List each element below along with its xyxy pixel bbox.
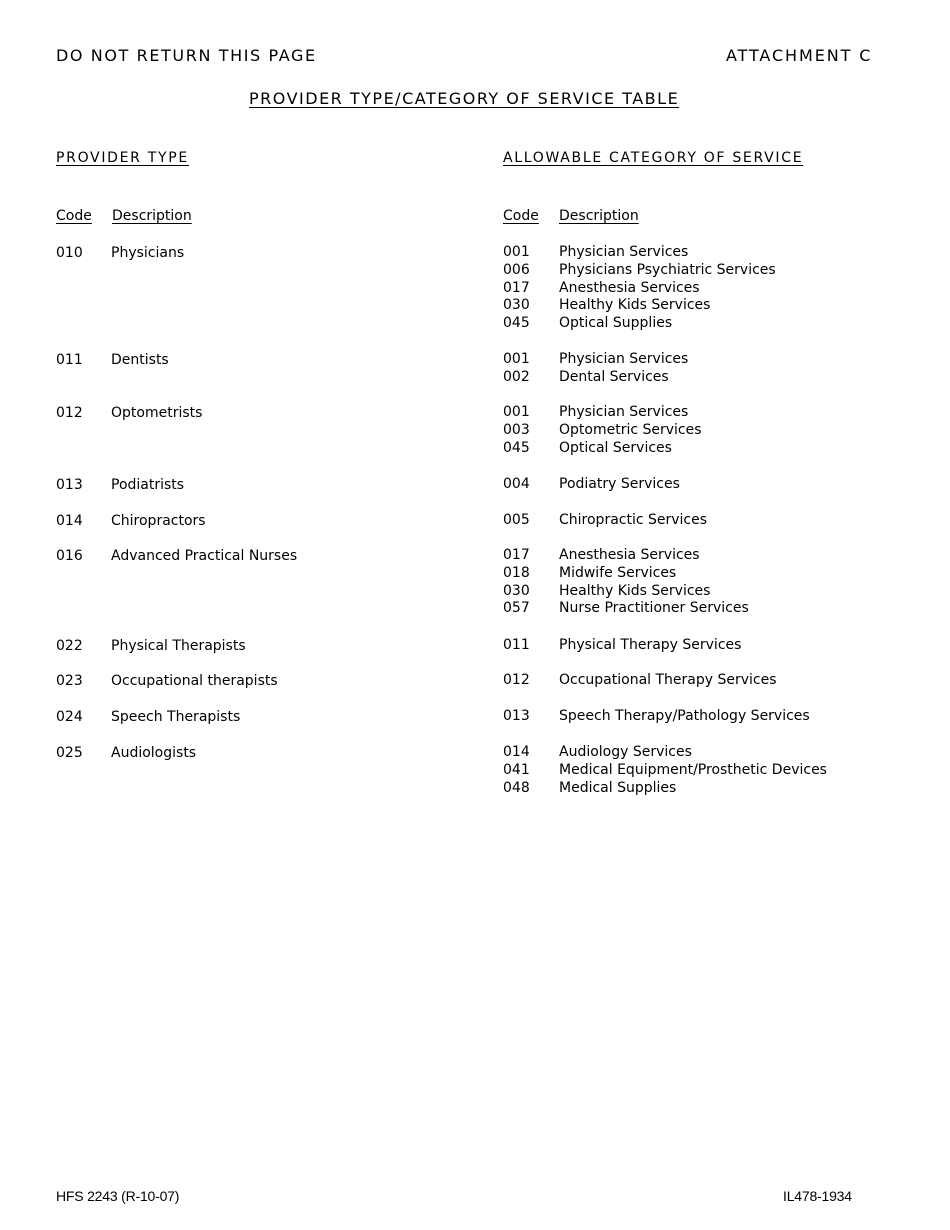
provider-code: 024	[56, 709, 83, 725]
provider-code: 013	[56, 477, 83, 493]
service-code: 045	[503, 439, 530, 456]
service-code: 041	[503, 761, 530, 778]
service-description: Anesthesia Services	[559, 547, 700, 563]
service-code: 030	[503, 582, 530, 599]
service-description: Physician Services	[559, 351, 689, 367]
do-not-return-notice: DO NOT RETURN THIS PAGE	[56, 46, 317, 65]
service-description-column-header: Description	[559, 208, 639, 224]
provider-code: 011	[56, 352, 83, 368]
provider-description: Physical Therapists	[111, 638, 246, 654]
service-description: Optometric Services	[559, 421, 702, 438]
provider-code: 022	[56, 638, 83, 654]
provider-description: Occupational therapists	[111, 673, 278, 689]
provider-description: Physicians	[111, 245, 185, 261]
service-description: Midwife Services	[559, 564, 677, 581]
service-code: 057	[503, 600, 530, 617]
service-description: Chiropractic Services	[559, 512, 708, 528]
service-description: Audiology Services	[559, 744, 692, 760]
service-code: 045	[503, 315, 530, 332]
provider-description-column-header: Description	[112, 208, 192, 224]
provider-description: Speech Therapists	[111, 709, 241, 725]
page-title: PROVIDER TYPE/CATEGORY OF SERVICE TABLE	[249, 89, 680, 108]
service-code: 030	[503, 297, 530, 314]
service-description: Nurse Practitioner Services	[559, 600, 749, 617]
service-description: Healthy Kids Services	[559, 582, 711, 599]
service-code: 013	[503, 708, 530, 724]
service-description: Occupational Therapy Services	[559, 672, 777, 688]
service-code: 006	[503, 261, 530, 278]
service-description: Speech Therapy/Pathology Services	[559, 708, 810, 724]
service-code: 017	[503, 547, 530, 563]
service-code: 014	[503, 744, 530, 760]
service-code: 017	[503, 279, 530, 296]
provider-description: Optometrists	[111, 405, 203, 421]
provider-code-column-header: Code	[56, 208, 92, 224]
service-code: 002	[503, 368, 530, 385]
service-code: 005	[503, 512, 530, 528]
service-code: 004	[503, 476, 530, 492]
service-description: Optical Services	[559, 439, 672, 456]
service-description: Dental Services	[559, 368, 669, 385]
service-description: Optical Supplies	[559, 315, 673, 332]
service-code: 003	[503, 421, 530, 438]
provider-description: Podiatrists	[111, 477, 185, 493]
category-of-service-heading: ALLOWABLE CATEGORY OF SERVICE	[503, 150, 804, 166]
attachment-label: ATTACHMENT C	[726, 46, 873, 65]
provider-description: Chiropractors	[111, 513, 206, 529]
service-description: Physicians Psychiatric Services	[559, 261, 776, 278]
provider-description: Dentists	[111, 352, 169, 368]
service-description: Physical Therapy Services	[559, 637, 742, 653]
service-description: Medical Equipment/Prosthetic Devices	[559, 761, 827, 778]
provider-code: 016	[56, 548, 83, 564]
service-description: Healthy Kids Services	[559, 297, 711, 314]
provider-code: 023	[56, 673, 83, 689]
service-code-column-header: Code	[503, 208, 539, 224]
service-code: 048	[503, 779, 530, 796]
provider-code: 025	[56, 745, 83, 761]
service-code: 001	[503, 351, 530, 367]
provider-type-heading: PROVIDER TYPE	[56, 150, 189, 166]
service-description: Medical Supplies	[559, 779, 677, 796]
service-code: 018	[503, 564, 530, 581]
service-description: Podiatry Services	[559, 476, 680, 492]
form-id: IL478-1934	[783, 1188, 852, 1204]
service-code: 011	[503, 637, 530, 653]
service-code: 001	[503, 244, 530, 260]
provider-code: 012	[56, 405, 83, 421]
service-code: 001	[503, 404, 530, 420]
service-description: Physician Services	[559, 244, 689, 260]
provider-description: Audiologists	[111, 745, 197, 761]
form-number: HFS 2243 (R-10-07)	[56, 1188, 180, 1204]
service-code: 012	[503, 672, 530, 688]
provider-code: 010	[56, 245, 83, 261]
service-description: Anesthesia Services	[559, 279, 700, 296]
provider-description: Advanced Practical Nurses	[111, 548, 298, 564]
provider-code: 014	[56, 513, 83, 529]
service-description: Physician Services	[559, 404, 689, 420]
